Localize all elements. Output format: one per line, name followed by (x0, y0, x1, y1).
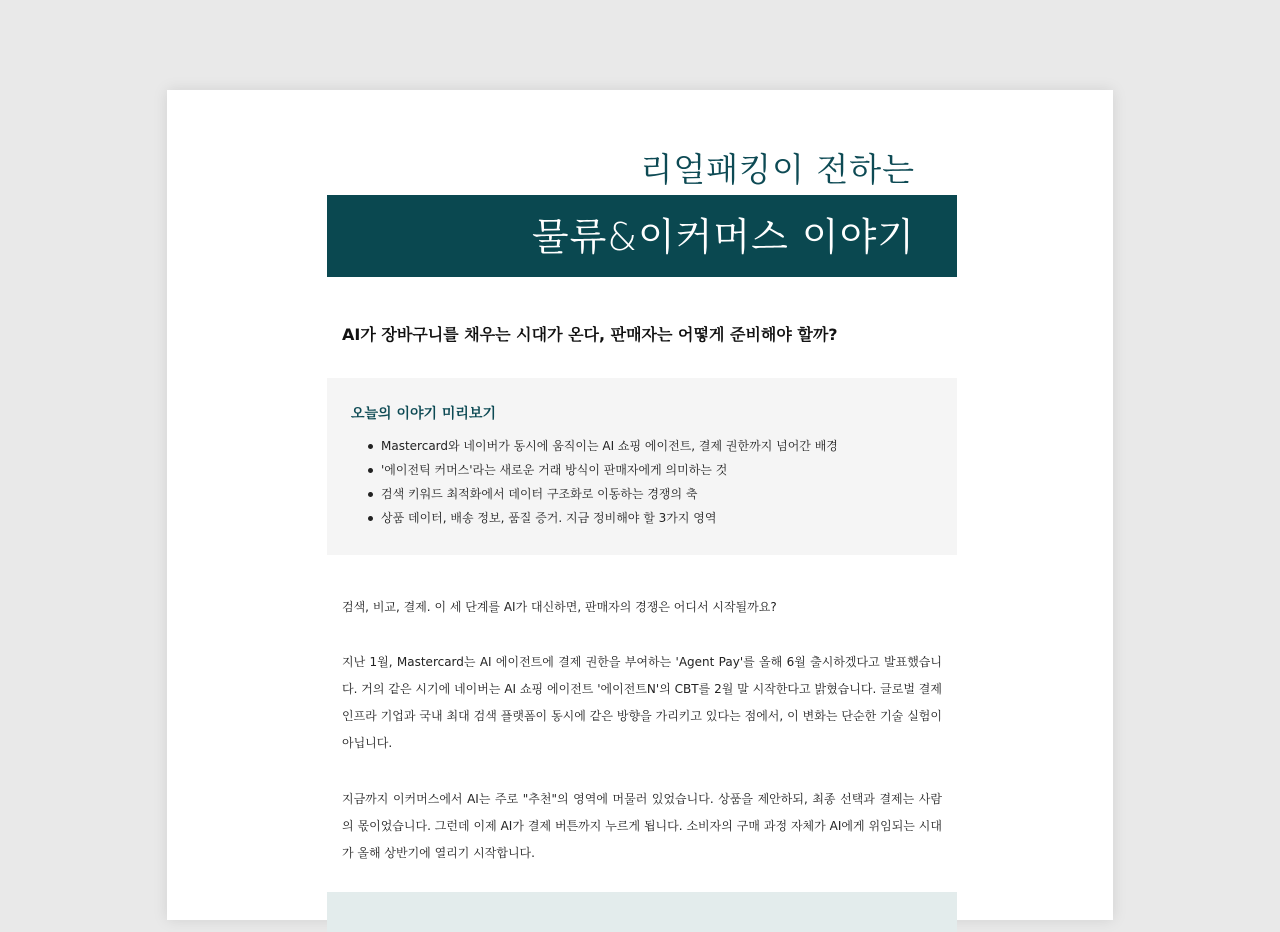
preview-box (327, 378, 957, 555)
preview-item: 검색 키워드 최적화에서 데이터 구조화로 이동하는 경쟁의 축 (381, 482, 838, 506)
body-paragraph-1: 검색, 비교, 결제. 이 세 단계를 AI가 대신하면, 판매자의 경쟁은 어디서 시작될까요? (342, 600, 777, 614)
preview-item: 상품 데이터, 배송 정보, 품질 증거. 지금 정비해야 할 3가지 영역 (381, 506, 838, 530)
preview-item: Mastercard와 네이버가 동시에 움직이는 AI 쇼핑 에이전트, 결제 권한까지 넘어간 배경 (381, 434, 838, 458)
body-paragraph-3: 지금까지 이커머스에서 AI는 주로 "추천"의 영역에 머물러 있었습니다. 상품을 제안하되, 최종 선택과 결제는 사람의 몫이었습니다. 그런데 이제 AI가 결제 버튼까지 누르게 됩니다. 소비자의 구매 과정 자체가 AI에게 위임되는 시대가 올해 상반기에 열리기 시작합니다. (342, 792, 942, 860)
next-section-box (327, 892, 957, 932)
header-title: 물류&이커머스 이야기 (531, 215, 915, 259)
preview-list (351, 434, 838, 530)
header-subtitle: 리얼패킹이 전하는 (640, 150, 915, 189)
header-banner (327, 195, 957, 277)
body-paragraph-2: 지난 1월, Mastercard는 AI 에이전트에 결제 권한을 부여하는 'Agent Pay'를 올해 6월 출시하겠다고 발표했습니다. 거의 같은 시기에 네이버는 AI 쇼핑 에이전트 '에이전트N'의 CBT를 2월 말 시작한다고 밝혔습니다. 글로벌 결제 인프라 기업과 국내 최대 검색 플랫폼이 동시에 같은 방향을 가리키고 있다는 점에서, 이 변화는 단순한 기술 실험이 아닙니다. (342, 655, 942, 750)
preview-heading: 오늘의 이야기 미리보기 (351, 406, 496, 422)
article-title: AI가 장바구니를 채우는 시대가 온다, 판매자는 어떻게 준비해야 할까? (342, 325, 838, 344)
newsletter-page (167, 90, 1113, 920)
preview-item: '에이전틱 커머스'라는 새로운 거래 방식이 판매자에게 의미하는 것 (381, 458, 838, 482)
